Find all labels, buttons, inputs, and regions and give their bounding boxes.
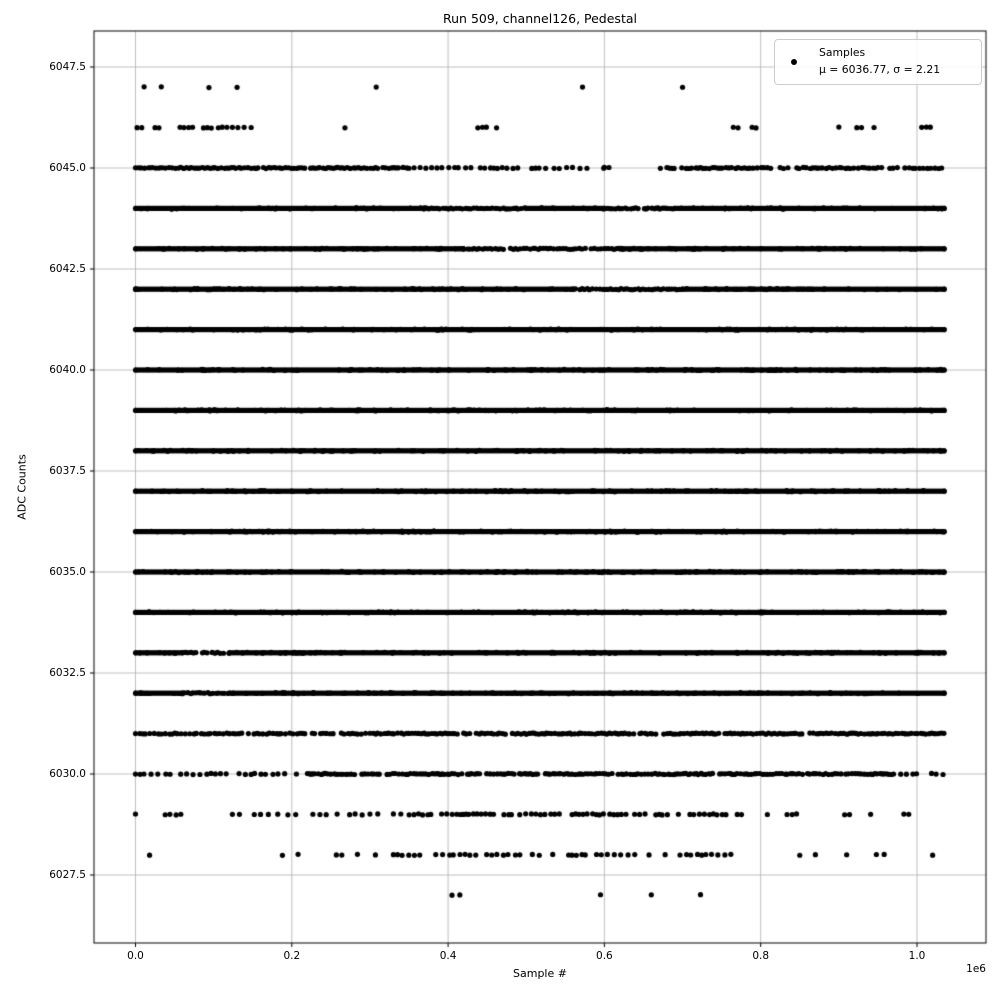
legend-label-samples: Samples <box>819 46 866 59</box>
y-tick-label: 6040.0 <box>49 363 86 376</box>
y-tick-label: 6032.5 <box>49 666 86 679</box>
x-tick-label: 0.0 <box>127 950 144 962</box>
y-tick-label: 6027.5 <box>49 868 86 881</box>
y-tick-label: 6030.0 <box>49 767 86 780</box>
dot-marker-icon <box>791 59 797 65</box>
x-tick-label: 0.4 <box>439 950 457 962</box>
x-axis-offset-label: 1e6 <box>966 963 986 975</box>
x-tick-label: 1.0 <box>908 950 926 962</box>
chart-title: Run 509, channel126, Pedestal <box>443 11 637 26</box>
x-tick-label: 0.2 <box>283 950 301 962</box>
x-axis-label: Sample # <box>513 967 567 980</box>
y-tick-label: 6047.5 <box>49 60 86 73</box>
legend-label-stats: μ = 6036.77, σ = 2.21 <box>819 62 941 76</box>
y-tick-label: 6045.0 <box>49 161 86 174</box>
y-axis-label: ADC Counts <box>15 454 29 520</box>
legend <box>774 39 982 85</box>
x-tick-label: 0.6 <box>596 950 613 962</box>
x-tick-label: 0.8 <box>752 950 770 962</box>
y-tick-label: 6042.5 <box>49 262 86 275</box>
y-tick-label: 6037.5 <box>49 464 86 477</box>
y-tick-label: 6035.0 <box>49 565 86 578</box>
